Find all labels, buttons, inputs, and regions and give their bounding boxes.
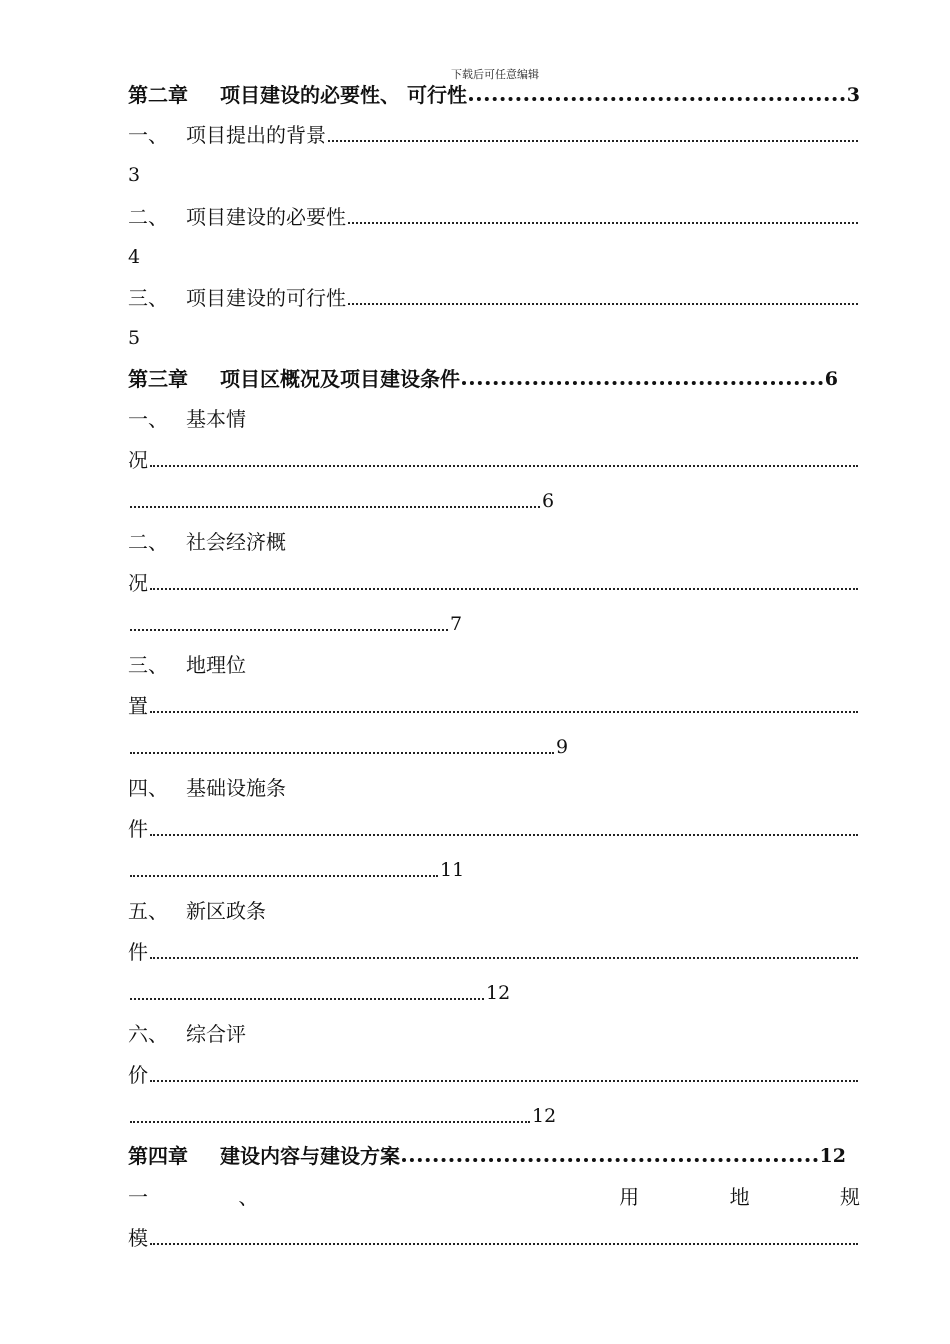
toc-entry-3-6-page [128, 1099, 860, 1129]
toc-entry-3-2-cont [128, 566, 860, 596]
page-number: 3 [128, 164, 141, 186]
toc-entry-3-5-page [128, 976, 860, 1006]
dot-leader [130, 1121, 530, 1123]
toc-entry-2-1-page [128, 158, 860, 188]
section-number: 四、 [128, 776, 168, 800]
dot-leader [150, 588, 858, 590]
entry-title: 项目建设的必要性 [186, 205, 346, 229]
page-number: 11 [440, 859, 465, 881]
entry-title-tail: 价 [128, 1063, 148, 1087]
section-number: 一、 [128, 407, 168, 431]
entry-title-char: 用 [619, 1185, 640, 1209]
dot-leader [130, 875, 438, 877]
entry-title: 项目建设的可行性 [186, 286, 346, 310]
toc-entry-3-1-page [128, 484, 860, 514]
dot-leader [130, 629, 448, 631]
dot-leader [328, 140, 858, 142]
page-number: 6 [542, 490, 555, 512]
entry-title-tail: 况 [128, 571, 148, 595]
toc-entry-3-1[interactable] [128, 402, 860, 432]
entry-title-tail: 况 [128, 448, 148, 472]
toc-entry-2-3-page [128, 321, 860, 351]
toc-entry-2-1[interactable] [128, 118, 860, 148]
toc-entry-chapter-3[interactable] [128, 362, 838, 392]
toc-entry-3-2[interactable] [128, 525, 860, 555]
page-number: 12 [532, 1105, 557, 1127]
dot-leader [348, 303, 858, 305]
watermark-text: 下载后可任意编辑 [451, 68, 539, 81]
section-number: 三、 [128, 286, 168, 310]
page-number: 6 [824, 368, 838, 390]
toc-entry-3-6-cont [128, 1058, 860, 1088]
page-number: 3 [846, 84, 860, 106]
entry-title: 项目建设的必要性、 可行性 [220, 83, 467, 107]
entry-title: 综合评 [186, 1022, 246, 1046]
toc-entry-2-2[interactable] [128, 200, 860, 230]
entry-title: 项目区概况及项目建设条件 [220, 367, 460, 391]
toc-entry-3-1-cont [128, 443, 860, 473]
section-number: 三、 [128, 653, 168, 677]
toc-entry-3-4-cont [128, 812, 860, 842]
section-number: 二、 [128, 530, 168, 554]
entry-title-tail: 件 [128, 817, 148, 841]
toc-entry-3-3-page [128, 730, 860, 760]
entry-title-tail: 模 [128, 1226, 148, 1250]
toc-entry-3-6[interactable] [128, 1017, 860, 1047]
entry-title-char: 规 [839, 1185, 860, 1209]
entry-title-tail: 件 [128, 940, 148, 964]
toc-entry-3-4-page [128, 853, 860, 883]
section-number: 一、 [128, 123, 168, 147]
toc-entry-4-1[interactable] [128, 1180, 860, 1210]
toc-entry-2-2-page [128, 240, 860, 270]
entry-title: 建设内容与建设方案 [220, 1144, 400, 1168]
toc-entry-3-2-page [128, 607, 860, 637]
dot-leader [130, 998, 484, 1000]
page-number: 9 [556, 736, 569, 758]
dot-leader [469, 97, 845, 101]
page-number: 12 [819, 1145, 846, 1167]
toc-entry-chapter-2[interactable] [128, 78, 860, 108]
toc-entry-3-4[interactable] [128, 771, 860, 801]
dot-leader [150, 834, 858, 836]
dot-leader [150, 465, 858, 467]
dot-leader [348, 222, 858, 224]
page-number: 12 [486, 982, 511, 1004]
entry-title: 地理位 [186, 653, 246, 677]
dot-leader [130, 506, 540, 508]
chapter-number: 第三章 [128, 367, 188, 391]
chapter-number: 第二章 [128, 83, 188, 107]
entry-title: 基本情 [186, 407, 246, 431]
dot-leader [130, 752, 554, 754]
dot-leader [402, 1158, 818, 1162]
page-number: 7 [450, 613, 463, 635]
toc-entry-chapter-4[interactable] [128, 1139, 846, 1169]
section-separator: 、 [238, 1185, 259, 1209]
toc-entry-3-3[interactable] [128, 648, 860, 678]
entry-title-char: 地 [729, 1185, 750, 1209]
toc-entry-3-3-cont [128, 689, 860, 719]
page-number: 4 [128, 246, 141, 268]
entry-title: 新区政条 [186, 899, 266, 923]
toc-entry-3-5-cont [128, 935, 860, 965]
dot-leader [150, 711, 858, 713]
entry-title-tail: 置 [128, 694, 148, 718]
chapter-number: 第四章 [128, 1144, 188, 1168]
page-number: 5 [128, 327, 141, 349]
entry-title: 社会经济概 [186, 530, 286, 554]
entry-title: 基础设施条 [186, 776, 286, 800]
dot-leader [462, 381, 823, 385]
toc-entry-3-5[interactable] [128, 894, 860, 924]
section-number: 二、 [128, 205, 168, 229]
toc-entry-4-1-cont [128, 1221, 860, 1251]
section-number: 一 [128, 1185, 148, 1209]
toc-entry-2-3[interactable] [128, 281, 860, 311]
dot-leader [150, 1243, 858, 1245]
dot-leader [150, 957, 858, 959]
section-number: 六、 [128, 1022, 168, 1046]
entry-title: 项目提出的背景 [186, 123, 326, 147]
section-number: 五、 [128, 899, 168, 923]
dot-leader [150, 1080, 858, 1082]
